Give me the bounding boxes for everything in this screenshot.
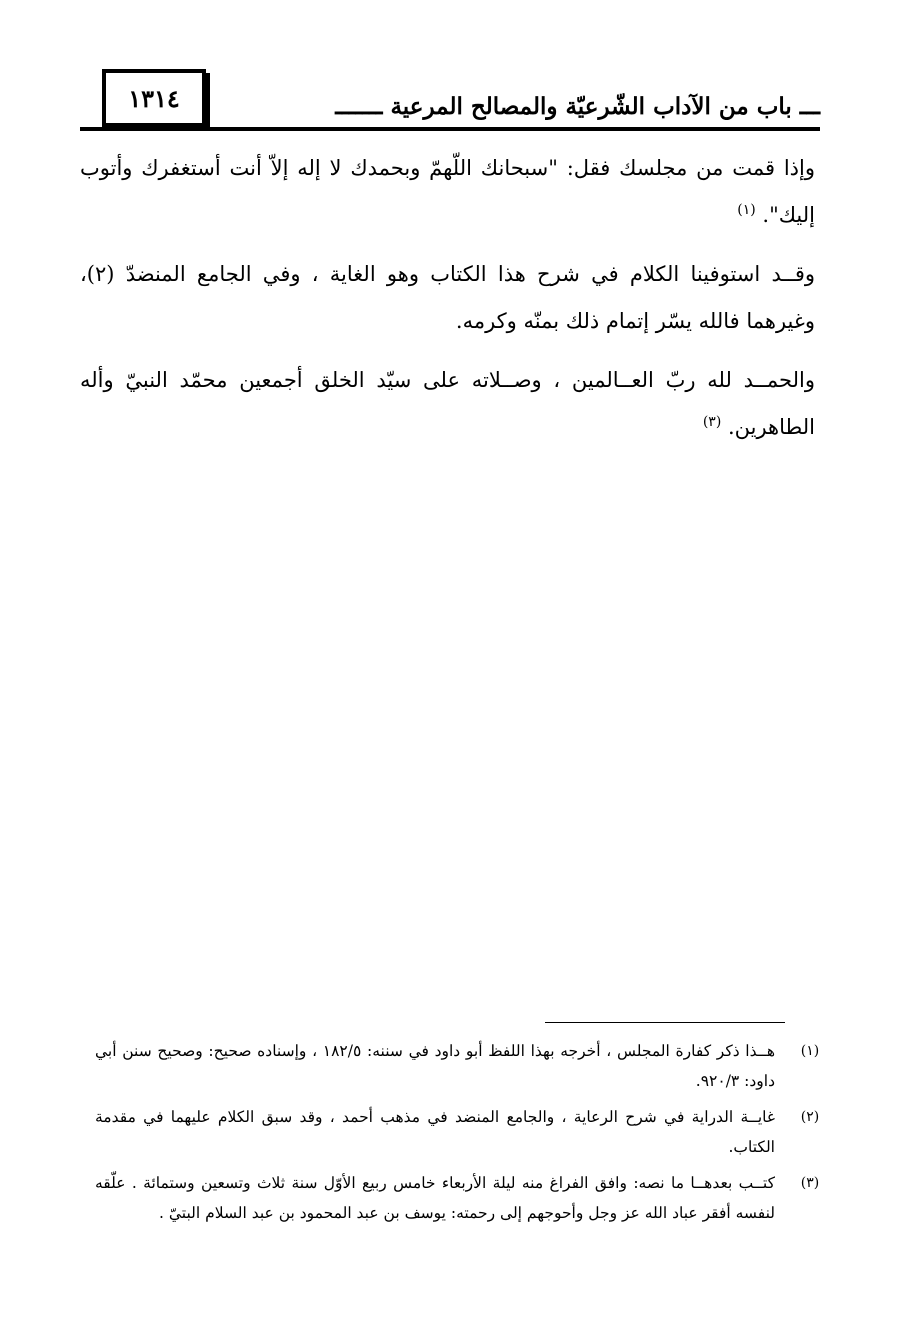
paragraph-text: والحمــد لله ربّ العــالمين ، وصــلاته على سيّد الخلق أجمعين محمّد النبيّ وأله الطاهرين. — [80, 368, 815, 439]
footnote-text: غايــة الدراية في شرح الرعاية ، والجامع المنضد في مذهب أحمد ، وقد سبق الكلام عليهما في مقدمة الكتاب. — [95, 1108, 775, 1156]
paragraph — [80, 251, 815, 345]
footnote-reference: (١) — [737, 202, 756, 218]
footnote-text: كتــب بعدهــا ما نصه: وافق الفراغ منه ليلة الأربعاء خامس ربيع الأوّل سنة ثلاث وتسعين وستمائة . علّقه لنفسه أفقر عباد الله عز وجل وأحوجهم إلى رحمته: يوسف بن عبد المحمود بن عبد السلام البتيّ . — [95, 1174, 775, 1222]
footnote — [95, 1036, 825, 1096]
footnote-number: (٢) — [800, 1109, 820, 1125]
running-title: ـــ باب من الآداب الشّرعيّة والمصالح المرعية ـــــــ — [335, 93, 820, 120]
footnote-reference: (٣) — [702, 414, 722, 430]
page-number: ١٣١٤ — [128, 83, 180, 113]
footnotes — [95, 1036, 825, 1234]
paragraph-text: وإذا قمت من مجلسك فقل: "سبحانك اللّهمّ وبحمدك لا إله إلاّ أنت أستغفرك وأتوب إليك". — [80, 156, 815, 227]
footnote-separator — [545, 1022, 785, 1023]
footnote — [95, 1168, 825, 1228]
footnote-number: (١) — [800, 1043, 820, 1059]
page-number-box — [102, 69, 206, 127]
footnote-number: (٣) — [800, 1175, 820, 1191]
paragraph-text: وقــد استوفينا الكلام في شرح هذا الكتاب وهو الغاية ، وفي الجامع المنضدّ (٢)، وغيرهما فالله يسّر إتمام ذلك بمنّه وكرمه. — [80, 262, 815, 333]
footnote-text: هــذا ذكر كفارة المجلس ، أخرجه بهذا اللفظ أبو داود في سننه: ١٨٢/٥ ، وإسناده صحيح: وصحيح سنن أبي داود: ٩٢٠/٣. — [95, 1042, 775, 1090]
page-header — [80, 65, 820, 135]
header-rule — [80, 127, 820, 131]
paragraph — [80, 145, 815, 239]
footnote — [95, 1102, 825, 1162]
paragraph — [80, 357, 815, 451]
main-text — [80, 145, 815, 463]
